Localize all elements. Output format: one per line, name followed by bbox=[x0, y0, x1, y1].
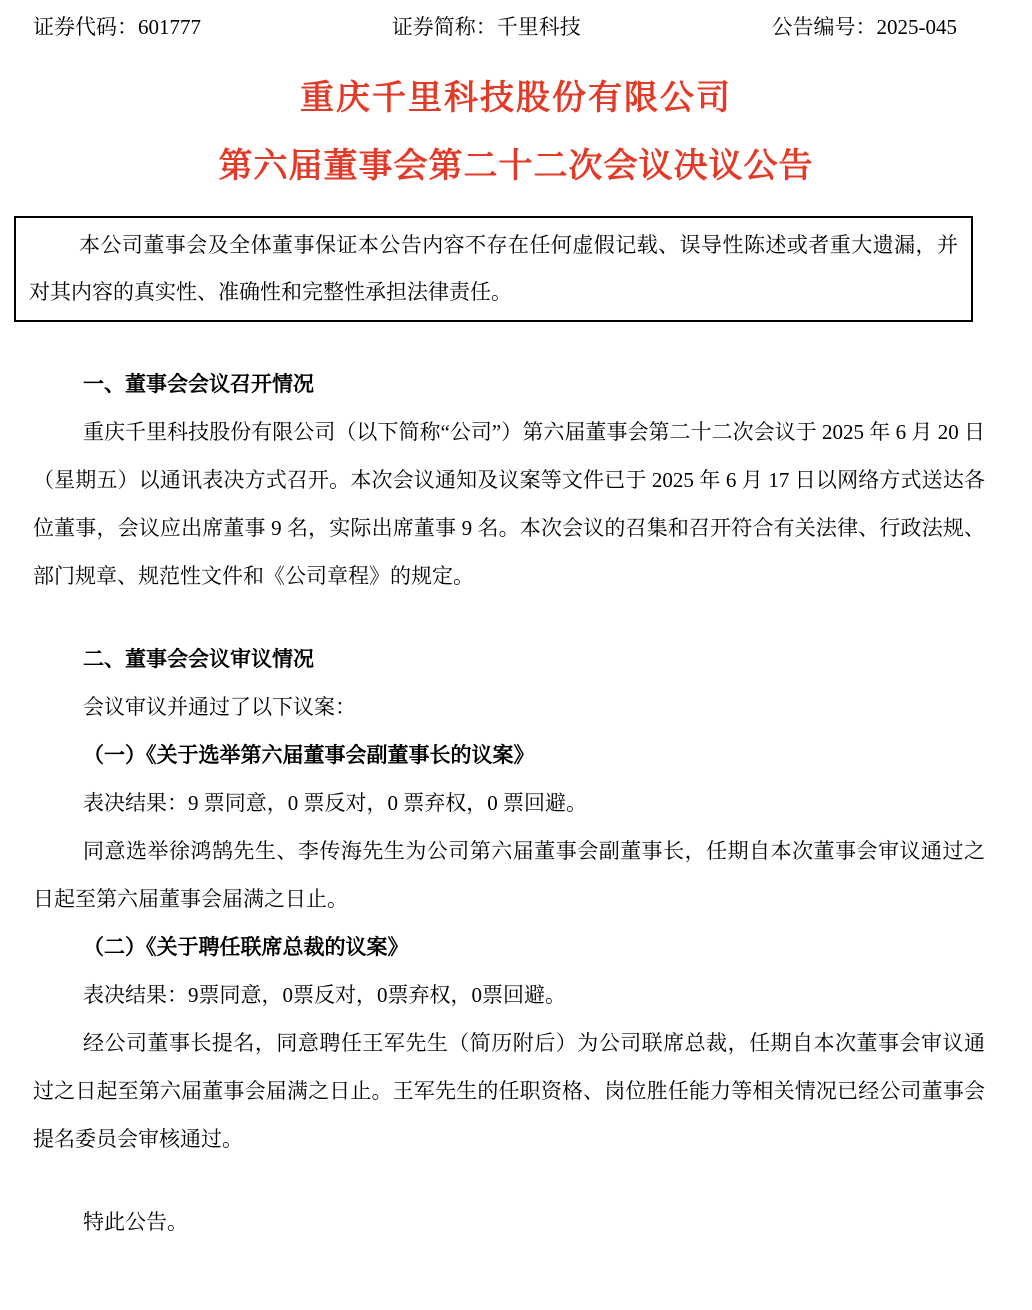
section-2-heading: 二、董事会会议审议情况 bbox=[83, 647, 314, 671]
stock-abbr bbox=[392, 14, 581, 40]
proposal-1-heading: （一）《关于选举第六届董事会副董事长的议案》 bbox=[83, 743, 535, 767]
section-1-heading: 一、董事会会议召开情况 bbox=[83, 372, 314, 396]
proposal-2-vote-result: 表决结果：9票同意，0票反对，0票弃权，0票回避。 bbox=[83, 983, 566, 1007]
proposal-2-resolution: 经公司董事长提名，同意聘任王军先生（简历附后）为公司联席总裁，任期自本次董事会审议通过之日起至第六届董事会届满之日止。王军先生的任职资格、岗位胜任能力等相关情况已经公司董事会提名委员会审核通过。 bbox=[33, 1031, 985, 1151]
disclaimer-box bbox=[14, 216, 973, 322]
stock-code-value: 601777 bbox=[138, 15, 201, 39]
announcement-title: 第六届董事会第二十二次会议决议公告 bbox=[218, 147, 814, 185]
disclaimer-text: 本公司董事会及全体董事保证本公告内容不存在任何虚假记载、误导性陈述或者重大遗漏，并对其内容的真实性、准确性和完整性承担法律责任。 bbox=[29, 233, 958, 304]
header-meta-row bbox=[0, 0, 1032, 40]
announcement-number bbox=[772, 14, 958, 40]
announcement-number-value: 2025-045 bbox=[876, 15, 957, 39]
proposal-2-heading: （二）《关于聘任联席总裁的议案》 bbox=[83, 935, 409, 959]
proposal-1-vote-result: 表决结果：9 票同意，0 票反对，0 票弃权，0 票回避。 bbox=[83, 791, 587, 815]
stock-abbr-label: 证券简称： bbox=[391, 15, 497, 39]
closing-statement: 特此公告。 bbox=[83, 1210, 188, 1234]
stock-abbr-value: 千里科技 bbox=[496, 15, 581, 39]
company-title: 重庆千里科技股份有限公司 bbox=[300, 79, 732, 117]
stock-code-label: 证券代码： bbox=[33, 15, 138, 39]
announcement-number-label: 公告编号： bbox=[771, 15, 877, 39]
proposal-1-resolution: 同意选举徐鸿鹄先生、李传海先生为公司第六届董事会副董事长，任期自本次董事会审议通过之日起至第六届董事会届满之日止。 bbox=[33, 839, 985, 911]
section-2-intro: 会议审议并通过了以下议案： bbox=[83, 695, 356, 719]
section-1-paragraph: 重庆千里科技股份有限公司（以下简称“公司”）第六届董事会第二十二次会议于 2025 年 6 月 20 日（星期五）以通讯表决方式召开。本次会议通知及议案等文件已于 2025 年 6 月 17 日以网络方式送达各位董事，会议应出席董事 9 名，实际出席董事 9 名。本次会议的召集和召开符合有关法律、行政法规、部门规章、规范性文件和《公司章程》的规定。 bbox=[33, 420, 985, 588]
stock-code bbox=[33, 14, 201, 40]
